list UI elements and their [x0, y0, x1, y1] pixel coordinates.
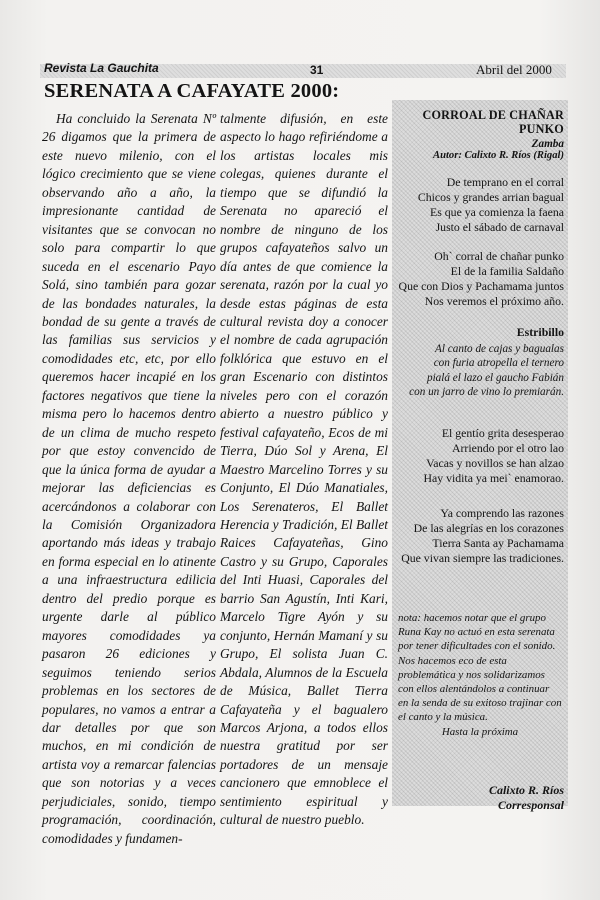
signature-role: Corresponsal	[497, 798, 564, 812]
song-content	[398, 108, 564, 566]
verse-line: pialá el lazo el gaucho Fabián	[426, 371, 564, 384]
verse-line: Arriendo por el otro lao	[451, 440, 564, 455]
verse-line: Ya comprendo las razones	[440, 505, 564, 520]
issue-date: Abril del 2000	[476, 62, 552, 77]
magazine-name: Revista La Gauchita	[44, 61, 159, 75]
verse-line: Hay vidita ya mei` enamorao.	[423, 470, 564, 485]
verse-line: Que vivan siempre las tradiciones.	[401, 550, 564, 565]
song-chorus	[398, 342, 564, 400]
verse-line: con furia atropella el ternero	[433, 357, 564, 370]
chorus-label: Estribillo	[516, 325, 564, 339]
verse-line: Chicos y grandes arrian bagual	[417, 190, 564, 204]
editor-note	[398, 611, 562, 739]
page-number: 31	[310, 63, 324, 77]
signature-name: Calixto R. Ríos	[488, 783, 564, 797]
song-stanza-1	[398, 175, 564, 235]
article-column-1	[42, 110, 216, 848]
verse-line: De temprano en el corral	[446, 175, 564, 189]
verse-line: Oh` corral de chañar punko	[434, 249, 564, 263]
song-author: Autor: Calixto R. Ríos (Rigal)	[433, 150, 564, 161]
article-paragraph: talmente difusión, en este aspecto lo hago refiriéndome a los artistas locales mis colegas, quienes durante el tiempo que se difundió la Serenata no apareció el nombre de ninguno de los grupos cafayateños salvo un día antes de que comience la serenata, razón por la cual yo desde estas páginas de esta cultural revista doy a conocer el nombre de cada agrupación folklórica que estuvo en el gran Escenario con distintos niveles pero con el corazón abierto a nuestro público y festival cafayateño, Ecos de mi Tierra, Dúo Sol y Arena, El Maestro Marcelino Torres y su Conjunto, El Dúo Manatiales, Los Serenateros, El Ballet Herencia y Tradición, El Ballet Raices Cafayateñas, Gino Castro y su Grupo, Caporales del Inti Huasi, Caporales del barrio San Agustín, Inti Kari, Marcelo Tigre Ayón y su conjunto, Hernán Mamaní y su Grupo, El solista Juan C. Abdala, Alumnos de la Escuela de Música, Ballet Tierra Cafayateña y el bagualero Marcos Arjona, a todos ellos nuestra gratitud por ser portadores de un mensaje cancionero que emnoblece el sentimiento espiritual y cultural de nuestro pueblo.	[220, 111, 388, 828]
farewell-text: Hasta la próxima	[441, 725, 519, 738]
verse-line: Tierra Santa ay Pachamama	[432, 535, 564, 550]
verse-line: De las alegrías en los corazones	[413, 520, 564, 535]
article-paragraph: Ha concluido la Serenata Nº 26 digamos que la primera de este nuevo milenio, con el lógico crecimiento que se viene observando año a año, la impresionante cantidad de visitantes que se convocan no solo para compartir lo que suceda en el escenario Payo Solá, sino también para gozar de las bondades naturales, la bondad de su gente a través de las familias sus servicios y comodidades etc, etc, por ello queremos hacer incapié en los factores negativos que tiene la misma pero lo hacemos dentro de un clima de mucho respeto por que estoy convencido de que la única forma de ayudar a mejorar las deficiencias es acercándonos a colaborar con la Comisión Organizadora aportando más ideas y trabajo en forma especial en lo atinente a una infraestructura edilicia dentro del predio porque es urgente darle al público mayores comodidades ya pasaron 26 ediciones y seguimos teniendo serios problemas en los sectores de populares, no vamos a entrar a dar detalles por que son muchos, en mi condición de artista voy a remarcar falencias que son notorias y a veces perjudiciales, sonido, tiempo programación, coordinación, comodidades y fundamen-	[42, 111, 216, 846]
song-title: CORROAL DE CHAÑAR PUNKO	[422, 108, 564, 136]
verse-line: Vacas y novillos se han alzao	[426, 455, 564, 470]
verse-line: Que con Dios y Pachamama juntos	[398, 279, 564, 293]
article-title: SERENATA A CAFAYATE 2000:	[44, 80, 340, 102]
song-stanza-4	[398, 506, 564, 566]
song-stanza-3	[398, 426, 564, 486]
verse-line: Nos veremos el próximo año.	[424, 294, 564, 308]
note-text: nota: hacemos notar que el grupo Runa Kay no actuó en esta serenata por tener dificultades con el sonido. Nos hacemos eco de esta problemática y nos solidarizamos con ellos alentándolos a continuar en la senda de su exitoso trajinar con el canto y la música.	[398, 612, 562, 724]
verse-line: Es que ya comienza la faena	[430, 205, 564, 219]
verse-line: Al canto de cajas y bagualas	[435, 343, 564, 355]
signature	[398, 783, 564, 813]
verse-line: El gentío grita desesperao	[441, 425, 564, 440]
verse-line: Justo el sábado de carnaval	[435, 220, 564, 234]
song-stanza-2	[398, 249, 564, 309]
verse-line: El de la familia Saldaño	[450, 264, 564, 278]
article-column-2	[220, 110, 388, 830]
song-genre: Zamba	[531, 138, 564, 150]
verse-line: con un jarro de vino lo premiarán.	[409, 386, 564, 399]
